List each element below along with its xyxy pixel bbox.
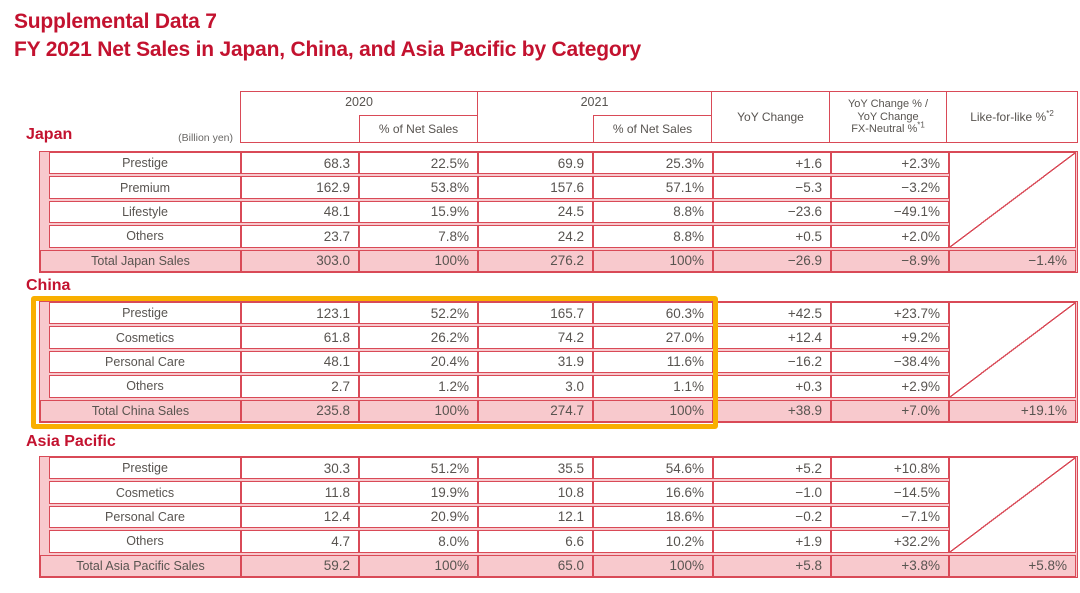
cell-2020-value: 68.3 — [241, 152, 359, 174]
cell-2020-value: 48.1 — [241, 351, 359, 373]
total-2021-pct: 100% — [593, 250, 713, 272]
total-lfl: +19.1% — [949, 400, 1076, 422]
cell-2021-value: 31.9 — [478, 351, 593, 373]
cell-yoy: +42.5 — [713, 302, 831, 324]
cell-2021-pct: 8.8% — [593, 201, 713, 223]
cell-yoy-pct: +32.2% — [831, 530, 949, 552]
cell-2021-value: 74.2 — [478, 326, 593, 348]
unit-note: (Billion yen) — [178, 132, 233, 144]
region-label-asia-pacific: Asia Pacific — [26, 433, 116, 450]
cell-2020-value: 4.7 — [241, 530, 359, 552]
lfl-diagonal-cell — [949, 457, 1076, 553]
asia-pacific-table — [39, 456, 1078, 578]
category-cell: Personal Care — [49, 351, 241, 373]
header-2020-group — [240, 91, 478, 143]
header-yoy-change-pct — [829, 91, 948, 143]
cell-2020-pct: 20.4% — [359, 351, 478, 373]
cell-2020-pct: 15.9% — [359, 201, 478, 223]
cell-yoy-pct: −3.2% — [831, 176, 949, 198]
cell-2021-value: 24.5 — [478, 201, 593, 223]
cell-2020-pct: 20.9% — [359, 506, 478, 528]
header-yoy-change-pct-line3: FX-Neutral %$^{*1}$ — [851, 120, 925, 136]
lfl-diagonal-cell — [949, 302, 1076, 398]
cell-2020-pct: 53.8% — [359, 176, 478, 198]
category-cell: Prestige — [49, 152, 241, 174]
total-2020-pct: 100% — [359, 250, 478, 272]
cell-yoy: +1.9 — [713, 530, 831, 552]
cell-2020-value: 162.9 — [241, 176, 359, 198]
cell-yoy-pct: +9.2% — [831, 326, 949, 348]
cell-yoy-pct: −14.5% — [831, 481, 949, 503]
cell-2020-pct: 19.9% — [359, 481, 478, 503]
cell-yoy-pct: +10.8% — [831, 457, 949, 479]
total-2020-value: 59.2 — [241, 555, 359, 577]
cell-2021-value: 10.8 — [478, 481, 593, 503]
cell-2020-value: 48.1 — [241, 201, 359, 223]
cell-yoy-pct: +2.3% — [831, 152, 949, 174]
china-table — [39, 301, 1078, 423]
total-2020-value: 303.0 — [241, 250, 359, 272]
cell-2021-value: 12.1 — [478, 506, 593, 528]
category-cell: Others — [49, 530, 241, 552]
cell-2020-pct: 7.8% — [359, 225, 478, 247]
cell-2020-pct: 8.0% — [359, 530, 478, 552]
cell-2021-pct: 10.2% — [593, 530, 713, 552]
category-cell: Lifestyle — [49, 201, 241, 223]
total-label-cell: Total Asia Pacific Sales — [40, 555, 241, 577]
cell-yoy: −16.2 — [713, 351, 831, 373]
cell-yoy-pct: −38.4% — [831, 351, 949, 373]
category-cell: Personal Care — [49, 506, 241, 528]
header-like-for-like — [946, 91, 1078, 143]
cell-2021-value: 69.9 — [478, 152, 593, 174]
cell-2020-pct: 51.2% — [359, 457, 478, 479]
cell-2021-value: 35.5 — [478, 457, 593, 479]
cell-2021-pct: 16.6% — [593, 481, 713, 503]
cell-yoy-pct: −7.1% — [831, 506, 949, 528]
header-yoy-change-pct-line2: YoY Change — [857, 110, 919, 123]
japan-table — [39, 151, 1078, 273]
cell-yoy: +5.2 — [713, 457, 831, 479]
cell-yoy: −5.3 — [713, 176, 831, 198]
total-yoy-pct: +3.8% — [831, 555, 949, 577]
total-2021-value: 65.0 — [478, 555, 593, 577]
cell-2021-value: 157.6 — [478, 176, 593, 198]
cell-2021-pct: 18.6% — [593, 506, 713, 528]
total-yoy: +5.8 — [713, 555, 831, 577]
cell-yoy-pct: +2.9% — [831, 375, 949, 397]
cell-2021-pct: 8.8% — [593, 225, 713, 247]
cell-2020-pct: 22.5% — [359, 152, 478, 174]
total-2020-pct: 100% — [359, 555, 478, 577]
cell-2021-value: 165.7 — [478, 302, 593, 324]
total-yoy: +38.9 — [713, 400, 831, 422]
cell-yoy: +0.5 — [713, 225, 831, 247]
cell-2021-pct: 11.6% — [593, 351, 713, 373]
cell-yoy: +0.3 — [713, 375, 831, 397]
cell-2021-value: 3.0 — [478, 375, 593, 397]
cell-2020-value: 12.4 — [241, 506, 359, 528]
cell-2021-pct: 57.1% — [593, 176, 713, 198]
category-cell: Others — [49, 225, 241, 247]
total-2021-pct: 100% — [593, 555, 713, 577]
total-2021-value: 276.2 — [478, 250, 593, 272]
cell-yoy-pct: +2.0% — [831, 225, 949, 247]
region-label-japan: Japan — [26, 126, 73, 143]
cell-yoy: +1.6 — [713, 152, 831, 174]
total-lfl: −1.4% — [949, 250, 1076, 272]
total-yoy-pct: −8.9% — [831, 250, 949, 272]
cell-2020-value: 61.8 — [241, 326, 359, 348]
cell-2021-pct: 60.3% — [593, 302, 713, 324]
category-cell: Cosmetics — [49, 326, 241, 348]
cell-2020-value: 2.7 — [241, 375, 359, 397]
cell-yoy: +12.4 — [713, 326, 831, 348]
header-like-for-like-label: Like-for-like %$^{*2}$ — [970, 109, 1054, 124]
category-cell: Prestige — [49, 302, 241, 324]
cell-2021-pct: 54.6% — [593, 457, 713, 479]
cell-2020-pct: 52.2% — [359, 302, 478, 324]
page-title: Supplemental Data 7 — [14, 10, 217, 33]
cell-yoy: −1.0 — [713, 481, 831, 503]
category-cell: Others — [49, 375, 241, 397]
footnote-2-marker: *2 — [1046, 109, 1054, 118]
total-2021-pct: 100% — [593, 400, 713, 422]
header-2021-label: 2021 — [580, 95, 609, 109]
total-yoy-pct: +7.0% — [831, 400, 949, 422]
cell-2020-value: 23.7 — [241, 225, 359, 247]
total-2020-value: 235.8 — [241, 400, 359, 422]
cell-2020-value: 123.1 — [241, 302, 359, 324]
cell-2021-pct: 27.0% — [593, 326, 713, 348]
total-label-cell: Total Japan Sales — [40, 250, 241, 272]
header-2020-pct-of-net-sales: % of Net Sales — [359, 115, 477, 142]
header-2020-label: 2020 — [345, 95, 373, 109]
cell-2021-value: 24.2 — [478, 225, 593, 247]
category-cell: Cosmetics — [49, 481, 241, 503]
cell-yoy-pct: −49.1% — [831, 201, 949, 223]
header-yoy-change: YoY Change — [711, 91, 830, 143]
cell-yoy: −23.6 — [713, 201, 831, 223]
header-2021-pct-of-net-sales: % of Net Sales — [593, 115, 712, 142]
cell-2020-value: 30.3 — [241, 457, 359, 479]
table-column-header — [240, 91, 1078, 143]
cell-yoy: −0.2 — [713, 506, 831, 528]
header-yoy-change-pct-line1: YoY Change % / — [847, 97, 929, 110]
total-2020-pct: 100% — [359, 400, 478, 422]
total-2021-value: 274.7 — [478, 400, 593, 422]
cell-2021-pct: 25.3% — [593, 152, 713, 174]
footnote-1-marker: *1 — [917, 120, 925, 130]
cell-2021-value: 6.6 — [478, 530, 593, 552]
header-2021-group — [477, 91, 713, 143]
cell-2020-pct: 26.2% — [359, 326, 478, 348]
page-subtitle: FY 2021 Net Sales in Japan, China, and Asia Pacific by Category — [14, 38, 641, 61]
total-lfl: +5.8% — [949, 555, 1076, 577]
region-label-china: China — [26, 277, 71, 294]
category-cell: Prestige — [49, 457, 241, 479]
lfl-diagonal-cell — [949, 152, 1076, 248]
total-label-cell: Total China Sales — [40, 400, 241, 422]
cell-2020-pct: 1.2% — [359, 375, 478, 397]
cell-2020-value: 11.8 — [241, 481, 359, 503]
cell-yoy-pct: +23.7% — [831, 302, 949, 324]
category-cell: Premium — [49, 176, 241, 198]
total-yoy: −26.9 — [713, 250, 831, 272]
cell-2021-pct: 1.1% — [593, 375, 713, 397]
